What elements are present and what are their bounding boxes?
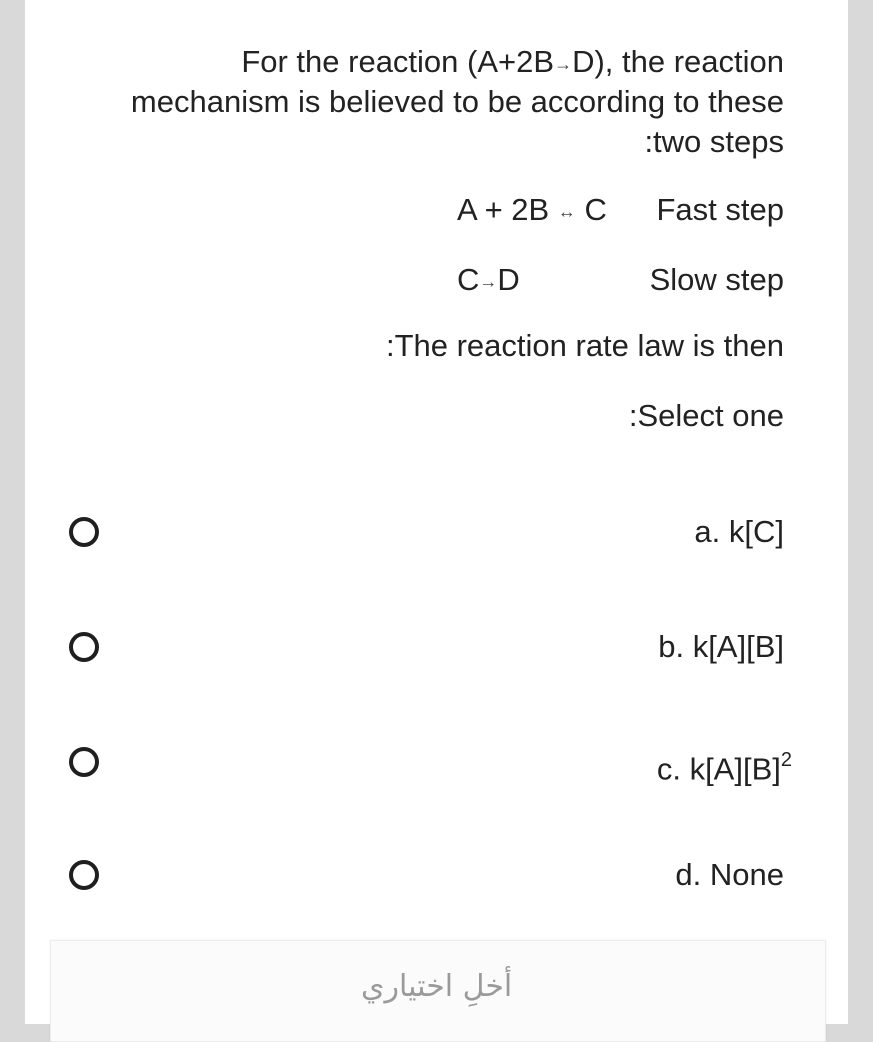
step-1-equation: A + 2B ↔ C	[457, 192, 607, 227]
select-one-prompt: :Select one	[628, 398, 784, 433]
step-1-label: Fast step	[656, 192, 784, 227]
option-b[interactable]	[25, 617, 848, 687]
option-label: a. k[C]	[694, 514, 784, 549]
radio-button[interactable]	[69, 632, 99, 662]
question-line-1: For the reaction (A+2B→D), the reaction	[241, 44, 784, 79]
radio-button[interactable]	[69, 517, 99, 547]
option-label: b. k[A][B]	[658, 629, 784, 664]
option-label: d. None	[675, 857, 784, 892]
option-c[interactable]	[25, 732, 848, 802]
radio-button[interactable]	[69, 860, 99, 890]
step-2-label: Slow step	[649, 262, 784, 297]
question-card	[25, 0, 848, 1024]
rate-law-prompt: :The reaction rate law is then	[385, 328, 784, 363]
clear-choice-link[interactable]: أخلِ اختياري	[361, 969, 513, 1004]
arrow-icon: →	[554, 53, 573, 74]
step-2-equation: C→D	[457, 262, 520, 297]
question-line-2: mechanism is believed to be according to these	[130, 84, 784, 119]
arrow-icon: →	[479, 271, 498, 292]
option-label: c. $k[A][B]^2$	[656, 749, 792, 787]
exponent: 2	[780, 749, 792, 771]
equilibrium-arrow-icon: ↔	[557, 201, 576, 222]
option-a[interactable]	[25, 502, 848, 572]
radio-button[interactable]	[69, 747, 99, 777]
option-d[interactable]	[25, 845, 848, 915]
question-line-3: :two steps	[644, 124, 784, 159]
clear-choice-bar[interactable]	[50, 940, 826, 1042]
